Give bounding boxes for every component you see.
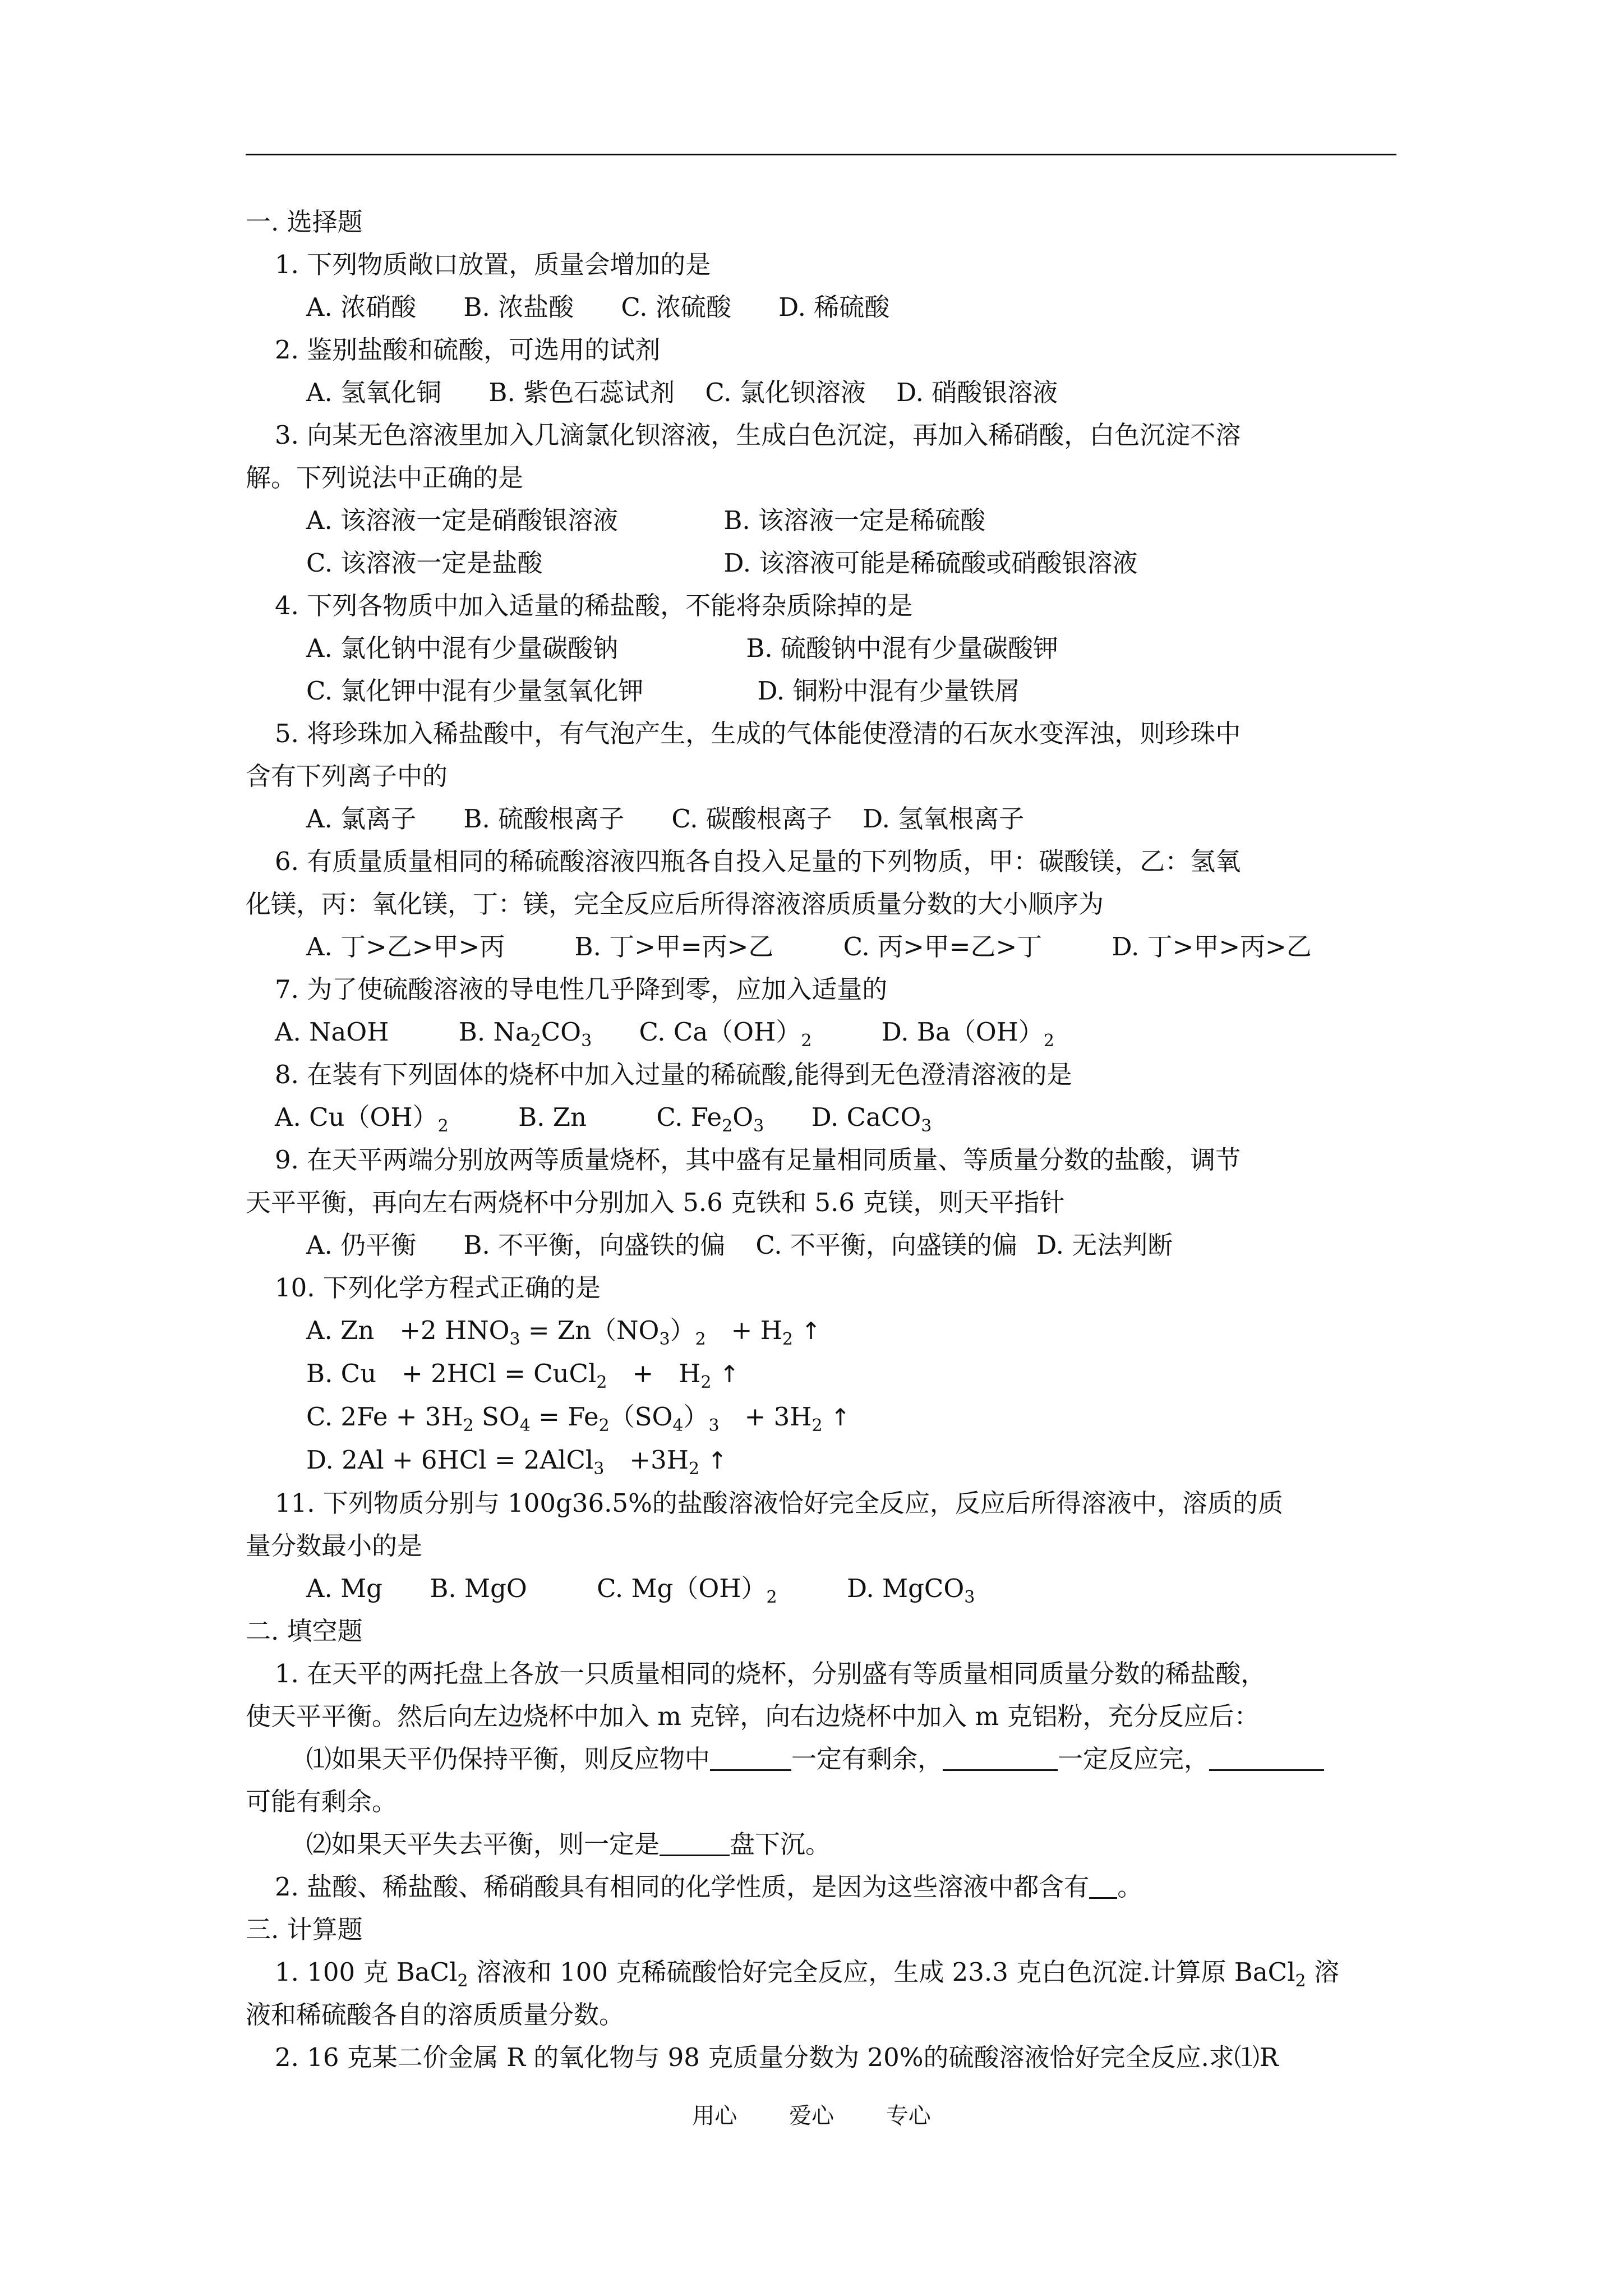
section-heading: 二. 填空题 xyxy=(246,1616,363,1646)
option-c: C. 氯化钡溶液 xyxy=(705,378,866,407)
option-a: A. 仍平衡 xyxy=(306,1230,417,1260)
options-row xyxy=(246,1224,1412,1267)
options-row xyxy=(246,670,1412,712)
options-row xyxy=(246,1567,1412,1610)
question-stem-continued: 天平平衡，再向左右两烧杯中分别加入 5.6 克铁和 5.6 克镁，则天平指针 xyxy=(246,1188,1065,1217)
question-stem-continued: 化镁，丙：氧化镁，丁：镁，完全反应后所得溶液溶质质量分数的大小顺序为 xyxy=(246,889,1104,919)
calc-question-1-continued: 液和稀硫酸各自的溶质质量分数。 xyxy=(246,2000,625,2030)
gas-arrow-icon: ↑ xyxy=(830,1404,851,1431)
document-body xyxy=(246,201,1412,2079)
option-c: C. $Mg(OH)_2$ xyxy=(597,1573,777,1607)
question-stem-continued: 解。下列说法中正确的是 xyxy=(246,463,524,493)
answer-blank[interactable] xyxy=(710,1747,791,1771)
option-b: B. 硫酸钠中混有少量碳酸钾 xyxy=(746,633,1058,663)
question-stem: 3. 向某无色溶液里加入几滴氯化钡溶液，生成白色沉淀，再加入稀硝酸，白色沉淀不溶 xyxy=(275,420,1241,450)
option-c: C. 不平衡，向盛镁的偏 xyxy=(755,1230,1017,1260)
gas-arrow-icon: ↑ xyxy=(719,1360,740,1388)
option-c: C. 碳酸根离子 xyxy=(671,804,832,834)
option-d: D. $Ba(OH)_2$ xyxy=(881,1017,1054,1051)
option-a: A. 浓硝酸 xyxy=(306,292,417,322)
question-stem: 8. 在装有下列固体的烧杯中加入过量的稀硫酸,能得到无色澄清溶液的是 xyxy=(275,1060,1072,1089)
gas-arrow-icon: ↑ xyxy=(801,1317,821,1345)
fill-in-part-2: ⑵如果天平失去平衡，则一定是 盘下沉。 xyxy=(306,1829,831,1859)
answer-blank[interactable] xyxy=(660,1832,730,1856)
option-b: B. 浓盐酸 xyxy=(463,292,574,322)
option-d: D. 铜粉中混有少量铁屑 xyxy=(757,676,1020,706)
equation-option-a: A. Zn +2 $HNO_3 = Zn(NO_3)_2$ + $H_2$ ↑ xyxy=(306,1315,821,1349)
option-c: C. 该溶液一定是盐酸 xyxy=(306,548,543,578)
gas-arrow-icon: ↑ xyxy=(707,1447,727,1474)
option-d: D. CaCO$_3$ xyxy=(811,1102,932,1136)
section-heading: 一. 选择题 xyxy=(246,207,363,237)
question-stem: 2. 鉴别盐酸和硫酸，可选用的试剂 xyxy=(275,335,661,365)
option-b: B. $Na_2CO_3$ xyxy=(458,1017,592,1051)
options-row xyxy=(246,1096,1412,1139)
option-b: B. Zn xyxy=(518,1102,587,1132)
footer-text: 爱心 xyxy=(789,2103,834,2129)
equation-option-d: D. 2Al + 6HCl = 2AlCl$_3$ $+3H_2$ ↑ xyxy=(306,1445,727,1479)
question-stem: 11. 下列物质分别与 100g36.5%的盐酸溶液恰好完全反应，反应后所得溶液中，溶质的质 xyxy=(275,1488,1283,1518)
answer-blank[interactable] xyxy=(1209,1747,1324,1771)
options-row xyxy=(246,798,1412,840)
option-d: D. 氢氧根离子 xyxy=(863,804,1025,834)
fill-in-question-2: 2. 盐酸、稀盐酸、稀硝酸具有相同的化学性质，是因为这些溶液中都含有 。 xyxy=(275,1872,1143,1902)
question-stem-continued: 含有下列离子中的 xyxy=(246,761,448,791)
question-stem: 1. 下列物质敞口放置，质量会增加的是 xyxy=(275,250,711,279)
option-b: B. 该溶液一定是稀硫酸 xyxy=(723,505,985,535)
options-row xyxy=(246,371,1412,414)
option-d: D. 无法判断 xyxy=(1036,1230,1173,1260)
option-a: A. 氯化钠中混有少量碳酸钠 xyxy=(306,633,619,663)
option-d: D. 该溶液可能是稀硫酸或硝酸银溶液 xyxy=(723,548,1138,578)
option-b: B. 紫色石蕊试剂 xyxy=(488,378,675,407)
question-stem: 9. 在天平两端分别放两等质量烧杯，其中盛有足量相同质量、等质量分数的盐酸，调节 xyxy=(275,1145,1241,1175)
option-a: A. 氢氧化铜 xyxy=(306,378,442,407)
question-stem: 4. 下列各物质中加入适量的稀盐酸，不能将杂质除掉的是 xyxy=(275,591,913,620)
option-d: D. 硝酸银溶液 xyxy=(896,378,1058,407)
option-d: D. 稀硫酸 xyxy=(778,292,890,322)
options-row xyxy=(246,542,1412,585)
option-a: A. 丁>乙>甲>丙 xyxy=(306,932,505,961)
option-b: B. 丁>甲=丙>乙 xyxy=(574,932,774,961)
option-b: B. 硫酸根离子 xyxy=(463,804,625,834)
option-c: C. 浓硫酸 xyxy=(621,292,731,322)
options-row xyxy=(246,499,1412,542)
header-rule xyxy=(246,154,1396,155)
answer-blank[interactable] xyxy=(943,1747,1058,1771)
option-c: C. 丙>甲=乙>丁 xyxy=(843,932,1043,961)
option-a: A. 氯离子 xyxy=(306,804,417,834)
equation-option-b: B. Cu + 2HCl = CuCl$_2$ + $H_2$ ↑ xyxy=(306,1359,740,1392)
option-a: A. 该溶液一定是硝酸银溶液 xyxy=(306,505,619,535)
option-d: D. 丁>甲>丙>乙 xyxy=(1112,932,1312,961)
calc-question-1: 1. 100 克 BaCl$_2$ 溶液和 100 克稀硫酸恰好完全反应，生成 23.3 克白色沉淀.计算原 BaCl$_2$ 溶 xyxy=(275,1957,1339,1991)
question-stem: 10. 下列化学方程式正确的是 xyxy=(275,1273,601,1303)
footer-text: 专心 xyxy=(886,2103,931,2129)
fill-in-part-1: ⑴如果天平仍保持平衡，则反应物中 一定有剩余， 一定反应完， xyxy=(246,1738,1412,1780)
option-c: C. 氯化钾中混有少量氢氧化钾 xyxy=(306,676,644,706)
question-stem: 5. 将珍珠加入稀盐酸中，有气泡产生，生成的气体能使澄清的石灰水变浑浊，则珍珠中 xyxy=(275,719,1241,748)
options-row xyxy=(246,926,1412,968)
option-a: A. Mg xyxy=(306,1573,382,1603)
option-c: C. $Fe_2O_3$ xyxy=(656,1102,764,1136)
answer-blank[interactable] xyxy=(1089,1875,1117,1899)
option-b: B. MgO xyxy=(430,1573,527,1603)
option-b: B. 不平衡，向盛铁的偏 xyxy=(463,1230,726,1260)
options-row xyxy=(246,286,1412,329)
calc-question-2: 2. 16 克某二价金属 R 的氧化物与 98 克质量分数为 20%的硫酸溶液恰好完全反应.求⑴R xyxy=(275,2042,1279,2072)
fill-in-part-1-continued: 可能有剩余。 xyxy=(246,1787,398,1816)
question-stem: 7. 为了使硫酸溶液的导电性几乎降到零，应加入适量的 xyxy=(275,974,888,1004)
option-a: A. $Cu(OH)_2$ xyxy=(275,1102,449,1136)
page-footer xyxy=(0,2098,1623,2130)
question-stem: 1. 在天平的两托盘上各放一只质量相同的烧杯，分别盛有等质量相同质量分数的稀盐酸， xyxy=(275,1659,1266,1688)
option-a: A. NaOH xyxy=(275,1017,389,1047)
options-row xyxy=(246,1011,1412,1053)
option-c: C. $Ca(OH)_2$ xyxy=(639,1017,812,1051)
equation-option-c: C. $2Fe + 3H_2$ $SO_4 = Fe_2(SO_4)_3$ + $3H_2$ ↑ xyxy=(306,1402,851,1435)
question-stem: 6. 有质量质量相同的稀硫酸溶液四瓶各自投入足量的下列物质，甲：碳酸镁，乙：氢氧 xyxy=(275,846,1241,876)
option-d: D. MgCO$_3$ xyxy=(846,1573,975,1607)
options-row xyxy=(246,627,1412,670)
question-stem-continued: 使天平平衡。然后向左边烧杯中加入 m 克锌，向右边烧杯中加入 m 克铝粉，充分反应后： xyxy=(246,1701,1260,1731)
section-heading: 三. 计算题 xyxy=(246,1915,363,1944)
question-stem-continued: 量分数最小的是 xyxy=(246,1531,423,1561)
footer-text: 用心 xyxy=(692,2103,737,2129)
